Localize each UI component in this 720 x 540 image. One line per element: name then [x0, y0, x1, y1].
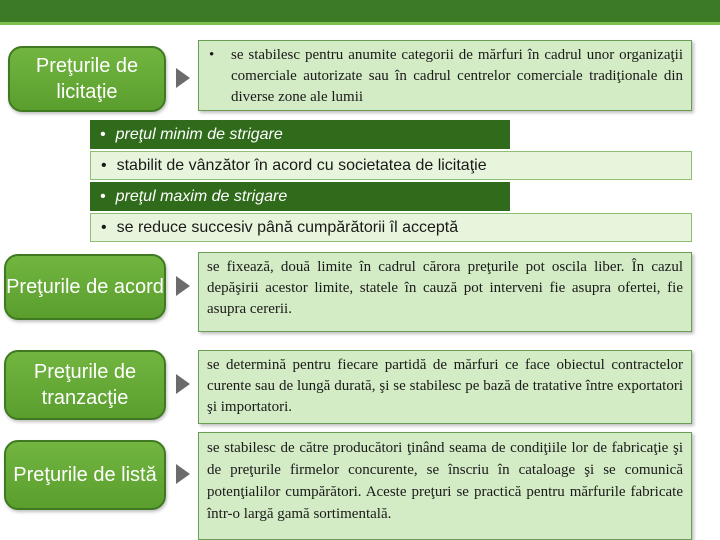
- bullet-row-text: se reduce succesiv până cumpărătorii îl acceptă: [116, 218, 459, 236]
- label-preturile-de-lista: Preţurile de listă: [4, 440, 166, 510]
- label-preturile-de-acord: Preţurile de acord: [4, 254, 166, 320]
- description-acord: se fixează, două limite în cadrul cărora preţurile pot oscila liber. În cazul depăşirii acestor limite, statele în cauză pot interveni fie asupra ofertei, fie asupra cererii.: [198, 252, 692, 332]
- bullet-row-text: preţul minim de strigare: [115, 125, 283, 143]
- description-lista: se stabilesc de către producători ţinând seama de condiţiile lor de fabricaţie şi de preţurile firmelor concurente, se înscriu în cataloage şi se comunică potenţialilor cumpărători. Aceste preţuri se practică pentru mărfurile fabricate într-o largă gamă sortimentală.: [198, 432, 692, 540]
- label-preturile-de-licitatie: Preţurile de licitaţie: [8, 46, 166, 112]
- top-bar-divider: [0, 22, 720, 25]
- bullet-icon: •: [101, 218, 107, 236]
- arrow-icon: [176, 68, 190, 88]
- bullet-icon: •: [101, 156, 107, 174]
- arrow-icon: [176, 464, 190, 484]
- bullet-icon: •: [100, 187, 106, 205]
- bullet-row-text: preţul maxim de strigare: [115, 187, 288, 205]
- arrow-icon: [176, 374, 190, 394]
- bullet-row-stabilit-vanzator: [90, 151, 692, 180]
- bullet-icon: •: [209, 47, 215, 63]
- bullet-row-pret-minim: [90, 120, 510, 149]
- description-licitatie-text: se stabilesc pentru anumite categorii de mărfuri în cadrul unor organizaţii comerciale autorizate sau în cadrul centrelor comerciale tradiţionale din diverse zone ale lumii: [231, 47, 683, 105]
- description-licitatie: [198, 40, 692, 111]
- bullet-row-reduce-succesiv: [90, 213, 692, 242]
- bullet-row-text: stabilit de vânzător în acord cu societatea de licitaţie: [116, 156, 487, 174]
- label-preturile-de-tranzactie: Preţurile de tranzacţie: [4, 350, 166, 420]
- top-bar: [0, 0, 720, 22]
- arrow-icon: [176, 276, 190, 296]
- description-tranzactie: se determină pentru fiecare partidă de mărfuri ce face obiectul contractelor curente sau de lungă durată, şi se stabilesc pe bază de tratative între exportatori şi importatori.: [198, 350, 692, 424]
- bullet-icon: •: [100, 125, 106, 143]
- bullet-row-pret-maxim: [90, 182, 510, 211]
